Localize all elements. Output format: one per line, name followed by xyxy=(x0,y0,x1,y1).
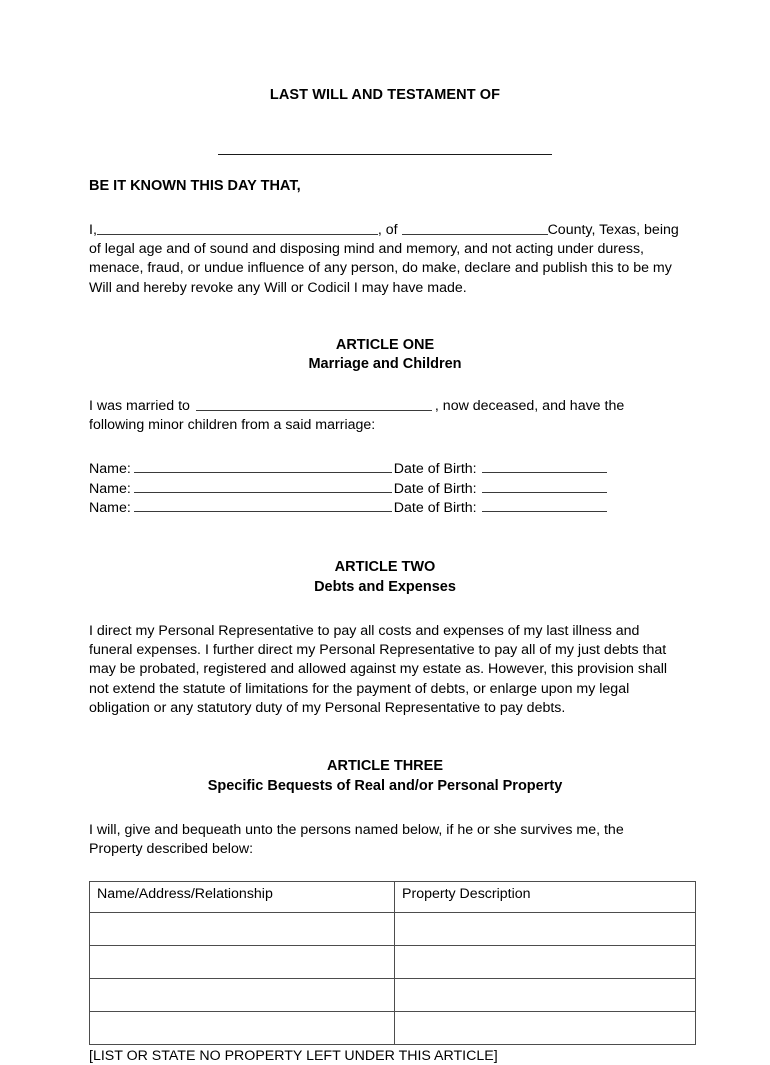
document-body xyxy=(89,86,681,1065)
table-header-row xyxy=(90,882,696,913)
article-two-heading xyxy=(89,518,681,597)
child-dob-blank[interactable] xyxy=(482,459,607,473)
article-three-body: I will, give and bequeath unto the persons named below, if he or she survives me, the Property described below: xyxy=(89,822,624,858)
intro-continuation: of legal age and of sound and disposing mind and memory, and not acting under duress, menace, fraud, or undue influence of any person, do make, declare and publish this to be my Will and hereby revoke any Will or Codicil I may have made. xyxy=(89,241,672,296)
child-name-blank[interactable] xyxy=(134,498,392,512)
article-two-number: ARTICLE TWO xyxy=(334,559,436,575)
child-dob-blank[interactable] xyxy=(482,498,607,512)
marriage-lead-prefix: I was married to xyxy=(89,397,190,414)
cell-name-address-relationship[interactable] xyxy=(90,913,395,946)
child-name-label: Name: xyxy=(89,480,131,497)
cell-property-description[interactable] xyxy=(395,946,696,979)
article-one-number: ARTICLE ONE xyxy=(335,336,435,353)
cell-property-description[interactable] xyxy=(395,979,696,1012)
article-three-heading xyxy=(89,718,681,796)
intro-mid: , of xyxy=(377,222,398,238)
cell-property-description[interactable] xyxy=(395,913,696,946)
cell-property-description[interactable] xyxy=(395,1012,696,1045)
bequest-table-wrap xyxy=(89,859,681,1045)
table-row xyxy=(90,913,696,946)
child-dob-label: Date of Birth: xyxy=(393,500,477,517)
child-name-label: Name: xyxy=(89,461,131,478)
intro-paragraph xyxy=(89,196,681,298)
article-one-title: Marriage and Children xyxy=(308,356,462,373)
article-one-heading xyxy=(89,298,681,375)
testator-name-blank[interactable] xyxy=(218,153,552,155)
article-two-body: I direct my Personal Representative to pay all costs and expenses of my last illness and funeral expenses. I further direct my Personal Representative to pay all of my just debts that may be probated, registered and allowed against my estate as. However, this provision shall not extend the statute of limitations for the payment of debts, or enlarge upon my legal obligation or any statutory duty of my Personal Representative to pay debts. xyxy=(89,623,668,716)
table-row xyxy=(90,979,696,1012)
cell-name-address-relationship[interactable] xyxy=(90,946,395,979)
intro-suffix: County, Texas, being xyxy=(547,222,679,238)
marriage-lead-suffix: , now deceased, and have the xyxy=(434,397,625,414)
testator-name-line-wrap xyxy=(89,104,681,155)
cell-name-address-relationship[interactable] xyxy=(90,979,395,1012)
testator-name-input-blank[interactable] xyxy=(97,221,378,235)
article-two-title: Debts and Expenses xyxy=(314,578,456,595)
article-three-number: ARTICLE THREE xyxy=(327,758,443,775)
bequest-table-note: [LIST OR STATE NO PROPERTY LEFT UNDER THIS ARTICLE] xyxy=(89,1048,498,1065)
marriage-second-line: following minor children from a said marriage: xyxy=(89,417,376,434)
table-row xyxy=(90,946,696,979)
child-row xyxy=(89,459,681,479)
children-list xyxy=(89,435,681,518)
child-dob-blank[interactable] xyxy=(482,479,607,493)
cell-name-address-relationship[interactable] xyxy=(90,1012,395,1045)
bequest-table xyxy=(89,881,696,1045)
child-dob-label: Date of Birth: xyxy=(393,461,477,478)
child-name-label: Name: xyxy=(89,500,131,517)
child-row xyxy=(89,498,681,518)
child-name-blank[interactable] xyxy=(134,479,392,493)
child-name-blank[interactable] xyxy=(134,459,392,473)
child-dob-label: Date of Birth: xyxy=(393,480,477,497)
page-title: LAST WILL AND TESTAMENT OF xyxy=(269,87,501,103)
child-row xyxy=(89,479,681,499)
table-row xyxy=(90,1012,696,1045)
column-header-property-description: Property Description xyxy=(395,882,696,913)
county-input-blank[interactable] xyxy=(402,221,548,235)
spouse-name-blank[interactable] xyxy=(196,397,432,411)
article-three-title: Specific Bequests of Real and/or Personal Property xyxy=(207,777,563,794)
be-it-known-lead: BE IT KNOWN THIS DAY THAT, xyxy=(89,178,301,194)
column-header-name-address-relationship: Name/Address/Relationship xyxy=(90,882,395,913)
intro-prefix: I, xyxy=(89,222,97,238)
marriage-paragraph xyxy=(89,375,681,435)
